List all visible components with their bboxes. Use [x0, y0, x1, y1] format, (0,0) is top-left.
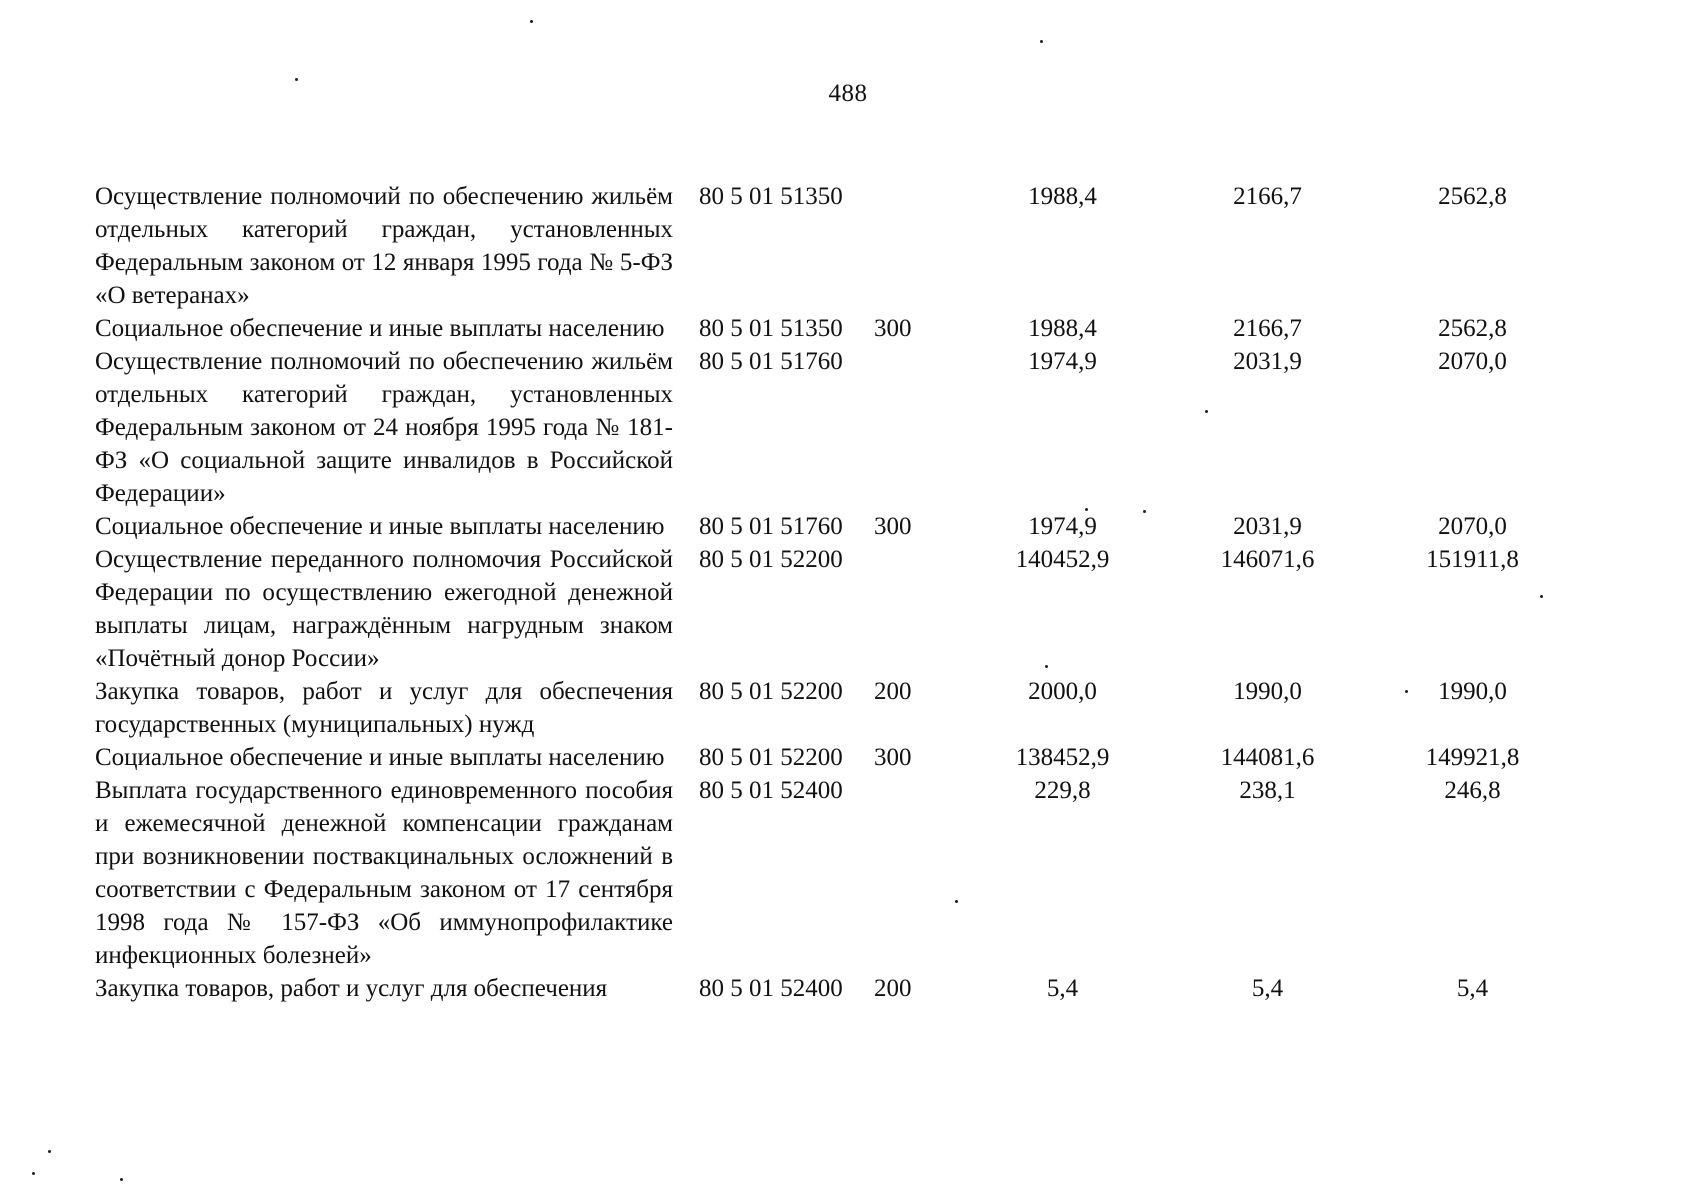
scan-speck: [1405, 690, 1408, 693]
row-value-year3: 2070,0: [1438, 513, 1507, 540]
row-code: 80 5 01 52400: [699, 777, 843, 804]
row-type: 300: [874, 744, 912, 771]
row-type: [870, 345, 960, 510]
scan-speck: [1040, 40, 1043, 43]
row-value-year2: 144081,6: [1220, 744, 1315, 771]
row-code: 80 5 01 52200: [699, 744, 843, 771]
row-code: 80 5 01 52400: [699, 975, 843, 1002]
row-value-year3: 2562,8: [1438, 315, 1507, 342]
scan-speck: [120, 1178, 123, 1181]
row-value-year1: 1988,4: [1028, 315, 1097, 342]
row-value-year3: 151911,8: [1426, 546, 1519, 573]
scan-speck: [1085, 508, 1088, 511]
table-row: [95, 510, 1575, 543]
scan-speck: [295, 78, 298, 81]
row-code: 80 5 01 51350: [699, 315, 843, 342]
row-name: Осуществление переданного полномочия Российской Федерации по осуществлению ежегодной денежной выплаты лицам, награждённым нагрудным знаком «Почётный донор России»: [95, 546, 673, 672]
row-type: 300: [874, 315, 912, 342]
scan-speck: [48, 1150, 51, 1153]
row-value-year3: 5,4: [1456, 975, 1489, 1002]
row-type: [870, 180, 960, 312]
row-value-year1: 140452,9: [1015, 546, 1110, 573]
row-value-year2: 238,1: [1239, 777, 1296, 804]
row-code: 80 5 01 51350: [699, 183, 843, 210]
row-value-year2: 2166,7: [1233, 183, 1302, 210]
row-name: Социальное обеспечение и иные выплаты населению: [95, 315, 665, 342]
row-value-year1: 5,4: [1046, 975, 1079, 1002]
row-value-year2: 2031,9: [1233, 513, 1302, 540]
scan-speck: [1540, 595, 1543, 598]
row-name: Социальное обеспечение и иные выплаты населению: [95, 744, 665, 771]
budget-table: [95, 180, 1575, 1005]
scan-speck: [32, 1172, 35, 1175]
row-name: Осуществление полномочий по обеспечению жильём отдельных категорий граждан, установленных Федеральным законом от 12 января 1995 года № 5-ФЗ «О ветеранах»: [95, 183, 673, 309]
row-type: 200: [874, 975, 912, 1002]
scan-speck: [530, 20, 533, 23]
table-row: [95, 972, 1575, 1005]
table-row: [95, 741, 1575, 774]
row-value-year2: 2031,9: [1233, 348, 1302, 375]
row-value-year2: 2166,7: [1233, 315, 1302, 342]
scan-speck: [1045, 665, 1048, 668]
table-row: [95, 180, 1575, 312]
row-name: Закупка товаров, работ и услуг для обеспечения государственных (муниципальных) нужд: [95, 678, 673, 738]
scan-speck: [955, 900, 958, 903]
table-row: [95, 345, 1575, 510]
row-name: Выплата государственного единовременного пособия и ежемесячной денежной компенсации гражданам при возникновении поствакцинальных осложнений в соответствии с Федеральным законом от 17 сентября 1998 года № 157-ФЗ «Об иммунопрофилактике инфекционных болезней»: [95, 777, 673, 969]
row-value-year3: 2070,0: [1438, 348, 1507, 375]
page-number: 488: [828, 80, 868, 107]
row-code: 80 5 01 52200: [699, 678, 843, 705]
row-code: 80 5 01 51760: [699, 513, 843, 540]
row-value-year3: 246,8: [1444, 777, 1501, 804]
row-value-year1: 1988,4: [1028, 183, 1097, 210]
row-name: Осуществление полномочий по обеспечению жильём отдельных категорий граждан, установленных Федеральным законом от 24 ноября 1995 года № 181-ФЗ «О социальной защите инвалидов в Российской Федерации»: [95, 348, 673, 507]
row-value-year1: 1974,9: [1028, 348, 1097, 375]
row-value-year3: 149921,8: [1425, 744, 1520, 771]
row-value-year2: 146071,6: [1220, 546, 1315, 573]
row-type: [870, 774, 960, 972]
row-type: [870, 543, 960, 675]
row-value-year2: 1990,0: [1233, 678, 1302, 705]
row-code: 80 5 01 51760: [699, 348, 843, 375]
row-type: 200: [874, 678, 912, 705]
row-type: 300: [874, 513, 912, 540]
row-value-year3: 1990,0: [1438, 678, 1507, 705]
row-name: Закупка товаров, работ и услуг для обеспечения: [95, 975, 608, 1002]
row-value-year2: 5,4: [1251, 975, 1284, 1002]
table-row: [95, 675, 1575, 741]
scan-speck: [1143, 510, 1146, 513]
table-row: [95, 312, 1575, 345]
row-value-year1: 1974,9: [1028, 513, 1097, 540]
row-value-year1: 229,8: [1034, 777, 1091, 804]
scan-speck: [1205, 410, 1208, 413]
table-row: [95, 543, 1575, 675]
row-name: Социальное обеспечение и иные выплаты населению: [95, 513, 665, 540]
row-code: 80 5 01 52200: [699, 546, 843, 573]
row-value-year1: 2000,0: [1028, 678, 1097, 705]
table-row: [95, 774, 1575, 972]
row-value-year3: 2562,8: [1438, 183, 1507, 210]
row-value-year1: 138452,9: [1015, 744, 1110, 771]
